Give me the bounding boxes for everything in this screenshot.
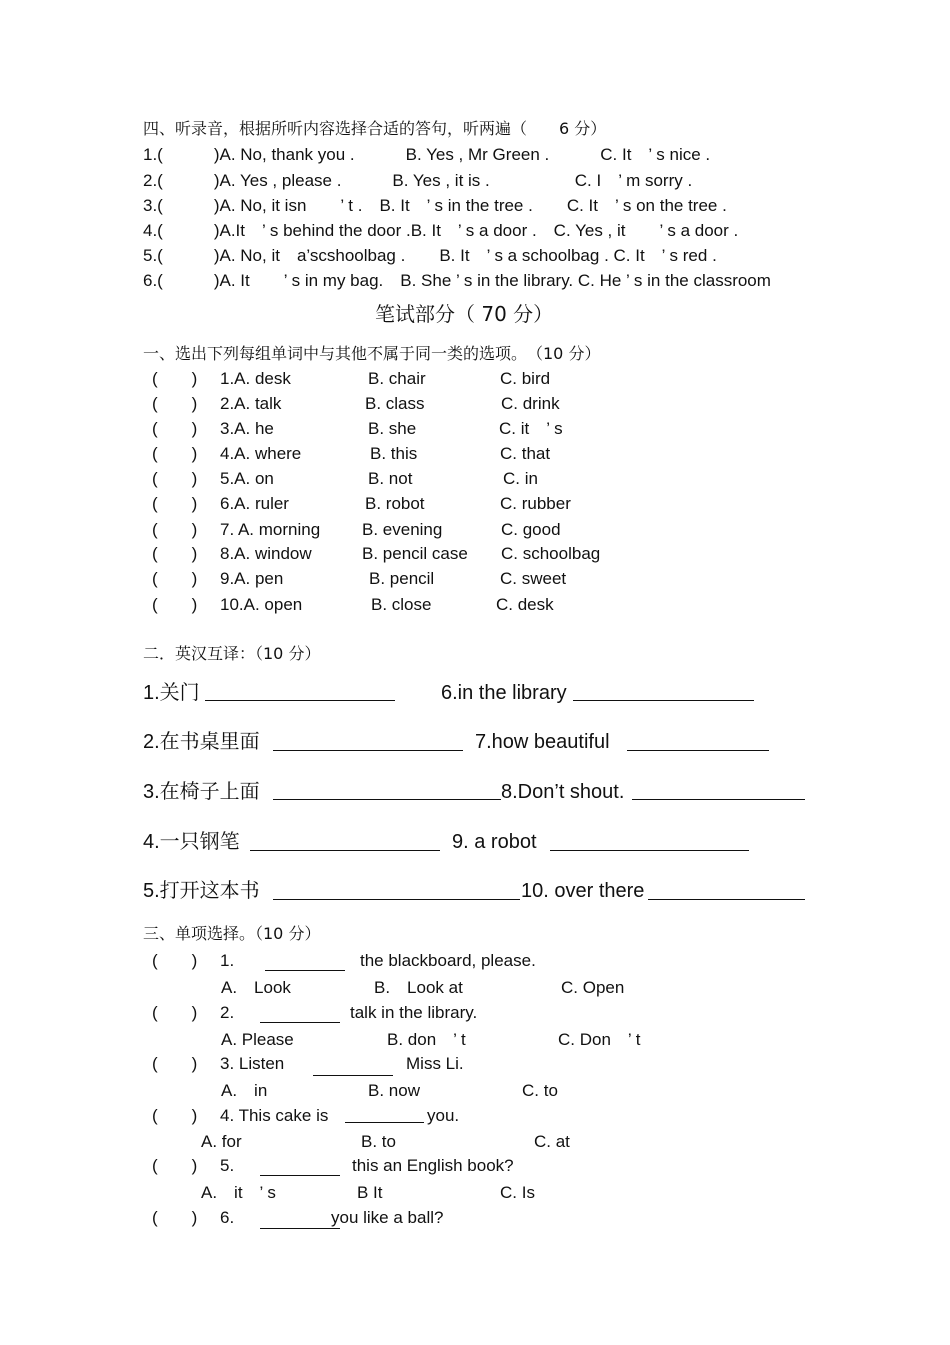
- answer-blank[interactable]: [632, 799, 805, 800]
- answer-paren[interactable]: ( ): [152, 1106, 198, 1125]
- answer-paren[interactable]: ( ): [152, 1003, 198, 1022]
- answer-blank[interactable]: [260, 1022, 340, 1023]
- option-c: C. schoolbag: [501, 544, 601, 563]
- listening-item-4: 4.( )A.It ’ s behind the door .B. It ’ s a door . C. Yes , it ’ s a door .: [143, 221, 739, 240]
- option-c: C. drink: [501, 394, 560, 413]
- answer-blank[interactable]: [573, 700, 754, 701]
- answer-blank[interactable]: [260, 1228, 340, 1229]
- option-c: C. Open: [561, 978, 625, 997]
- option-a: 8.A. window: [220, 544, 312, 563]
- answer-blank[interactable]: [205, 700, 395, 701]
- question-text: you like a ball?: [331, 1208, 444, 1227]
- answer-paren[interactable]: ( ): [152, 444, 198, 463]
- question-number: 1.: [220, 951, 235, 970]
- answer-paren[interactable]: ( ): [152, 595, 198, 614]
- option-c: C. to: [522, 1081, 558, 1100]
- option-a: 4.A. where: [220, 444, 302, 463]
- option-a: 6.A. ruler: [220, 494, 289, 513]
- listening-item-1: 1.( )A. No, thank you . B. Yes , Mr Green . C. It ’ s nice .: [143, 145, 711, 164]
- answer-paren[interactable]: ( ): [152, 469, 198, 488]
- option-a: 1.A. desk: [220, 369, 291, 388]
- translate-item-4: 4.一只钢笔: [143, 831, 240, 853]
- answer-paren[interactable]: ( ): [152, 1156, 198, 1175]
- option-b: B. close: [371, 595, 432, 614]
- option-a: 5.A. on: [220, 469, 274, 488]
- question-number: 4. This cake is: [220, 1106, 329, 1125]
- answer-paren[interactable]: ( ): [152, 1054, 198, 1073]
- option-b: B. pencil: [369, 569, 435, 588]
- option-a: A. for: [201, 1132, 242, 1151]
- section3-header: 三、单项选择。（10 分）: [143, 924, 321, 943]
- listening-item-5: 5.( )A. No, it a’scshoolbag . B. It ’ s a schoolbag . C. It ’ s red .: [143, 246, 717, 265]
- question-text: this an English book?: [352, 1156, 514, 1175]
- option-b: B. this: [370, 444, 418, 463]
- translate-item-8: 8.Don’t shout.: [501, 781, 625, 803]
- listening-item-3: 3.( )A. No, it isn ’ t . B. It ’ s in the tree . C. It ’ s on the tree .: [143, 196, 727, 215]
- answer-blank[interactable]: [265, 970, 345, 971]
- section1-header: 一、选出下列每组单词中与其他不属于同一类的选项。 （10 分）: [143, 344, 601, 363]
- listening-item-2: 2.( )A. Yes , please . B. Yes , it is . C. I ’ m sorry .: [143, 171, 693, 190]
- written-part-title: 笔试部分（ 70 分）: [375, 302, 554, 326]
- section2-header: 二．英汉互译：（10 分）: [143, 644, 321, 663]
- translate-item-6: 6.in the library: [441, 682, 567, 704]
- option-c: C. good: [501, 520, 561, 539]
- option-c: C. Don ’ t: [558, 1030, 641, 1049]
- translate-item-7: 7.how beautiful: [475, 731, 610, 753]
- translate-item-10: 10. over there: [521, 880, 645, 902]
- option-c: C. that: [500, 444, 551, 463]
- answer-blank[interactable]: [273, 750, 463, 751]
- option-b: B. don ’ t: [387, 1030, 466, 1049]
- option-b: B. chair: [368, 369, 426, 388]
- question-text: the blackboard, please.: [360, 951, 536, 970]
- listening-item-6: 6.( )A. It ’ s in my bag. B. She ’ s in the library. C. He ’ s in the classroom: [143, 271, 771, 290]
- answer-paren[interactable]: ( ): [152, 369, 198, 388]
- option-a: A. Please: [221, 1030, 294, 1049]
- option-a: 10.A. open: [220, 595, 303, 614]
- answer-paren[interactable]: ( ): [152, 494, 198, 513]
- option-c: C. sweet: [500, 569, 567, 588]
- option-c: C. Is: [500, 1183, 535, 1202]
- question-number: 2.: [220, 1003, 235, 1022]
- answer-blank[interactable]: [648, 899, 805, 900]
- answer-blank[interactable]: [273, 899, 520, 900]
- question-text: you.: [427, 1106, 460, 1125]
- option-b: B. robot: [365, 494, 425, 513]
- option-c: C. rubber: [500, 494, 571, 513]
- option-b: B. she: [368, 419, 417, 438]
- listening-header: 四、听录音，根据所听内容选择合适的答句，听两遍（ 6 分）: [143, 119, 607, 138]
- answer-paren[interactable]: ( ): [152, 951, 198, 970]
- option-b: B. to: [361, 1132, 396, 1151]
- translate-item-5: 5.打开这本书: [143, 880, 260, 902]
- answer-blank[interactable]: [550, 850, 749, 851]
- question-number: 3. Listen: [220, 1054, 285, 1073]
- answer-blank[interactable]: [273, 799, 501, 800]
- option-a: A. it ’ s: [201, 1183, 276, 1202]
- option-c: C. it ’ s: [499, 419, 563, 438]
- option-b: B. pencil case: [362, 544, 468, 563]
- option-b: B. Look at: [374, 978, 463, 997]
- option-c: C. in: [503, 469, 538, 488]
- answer-blank[interactable]: [345, 1122, 424, 1123]
- question-number: 6.: [220, 1208, 235, 1227]
- answer-paren[interactable]: ( ): [152, 544, 198, 563]
- answer-blank[interactable]: [260, 1175, 340, 1176]
- question-number: 5.: [220, 1156, 235, 1175]
- translate-item-2: 2.在书桌里面: [143, 731, 260, 753]
- answer-blank[interactable]: [313, 1075, 393, 1076]
- option-b: B. evening: [362, 520, 443, 539]
- option-b: B. now: [368, 1081, 420, 1100]
- answer-paren[interactable]: ( ): [152, 394, 198, 413]
- translate-item-9: 9. a robot: [452, 831, 537, 853]
- option-a: A. Look: [221, 978, 291, 997]
- answer-paren[interactable]: ( ): [152, 569, 198, 588]
- question-text: talk in the library.: [350, 1003, 478, 1022]
- option-b: B It: [357, 1183, 383, 1202]
- answer-paren[interactable]: ( ): [152, 419, 198, 438]
- answer-blank[interactable]: [250, 850, 440, 851]
- option-a: A. in: [221, 1081, 268, 1100]
- option-c: C. at: [534, 1132, 570, 1151]
- translate-item-3: 3.在椅子上面: [143, 781, 260, 803]
- option-a: 7. A. morning: [220, 520, 321, 539]
- translate-item-1: 1.关门: [143, 682, 200, 704]
- answer-paren[interactable]: ( ): [152, 520, 198, 539]
- option-a: 9.A. pen: [220, 569, 284, 588]
- option-a: 2.A. talk: [220, 394, 282, 413]
- option-c: C. desk: [496, 595, 554, 614]
- answer-blank[interactable]: [627, 750, 769, 751]
- question-text: Miss Li.: [406, 1054, 464, 1073]
- option-c: C. bird: [500, 369, 551, 388]
- answer-paren[interactable]: ( ): [152, 1208, 198, 1227]
- option-a: 3.A. he: [220, 419, 274, 438]
- option-b: B. not: [368, 469, 413, 488]
- option-b: B. class: [365, 394, 425, 413]
